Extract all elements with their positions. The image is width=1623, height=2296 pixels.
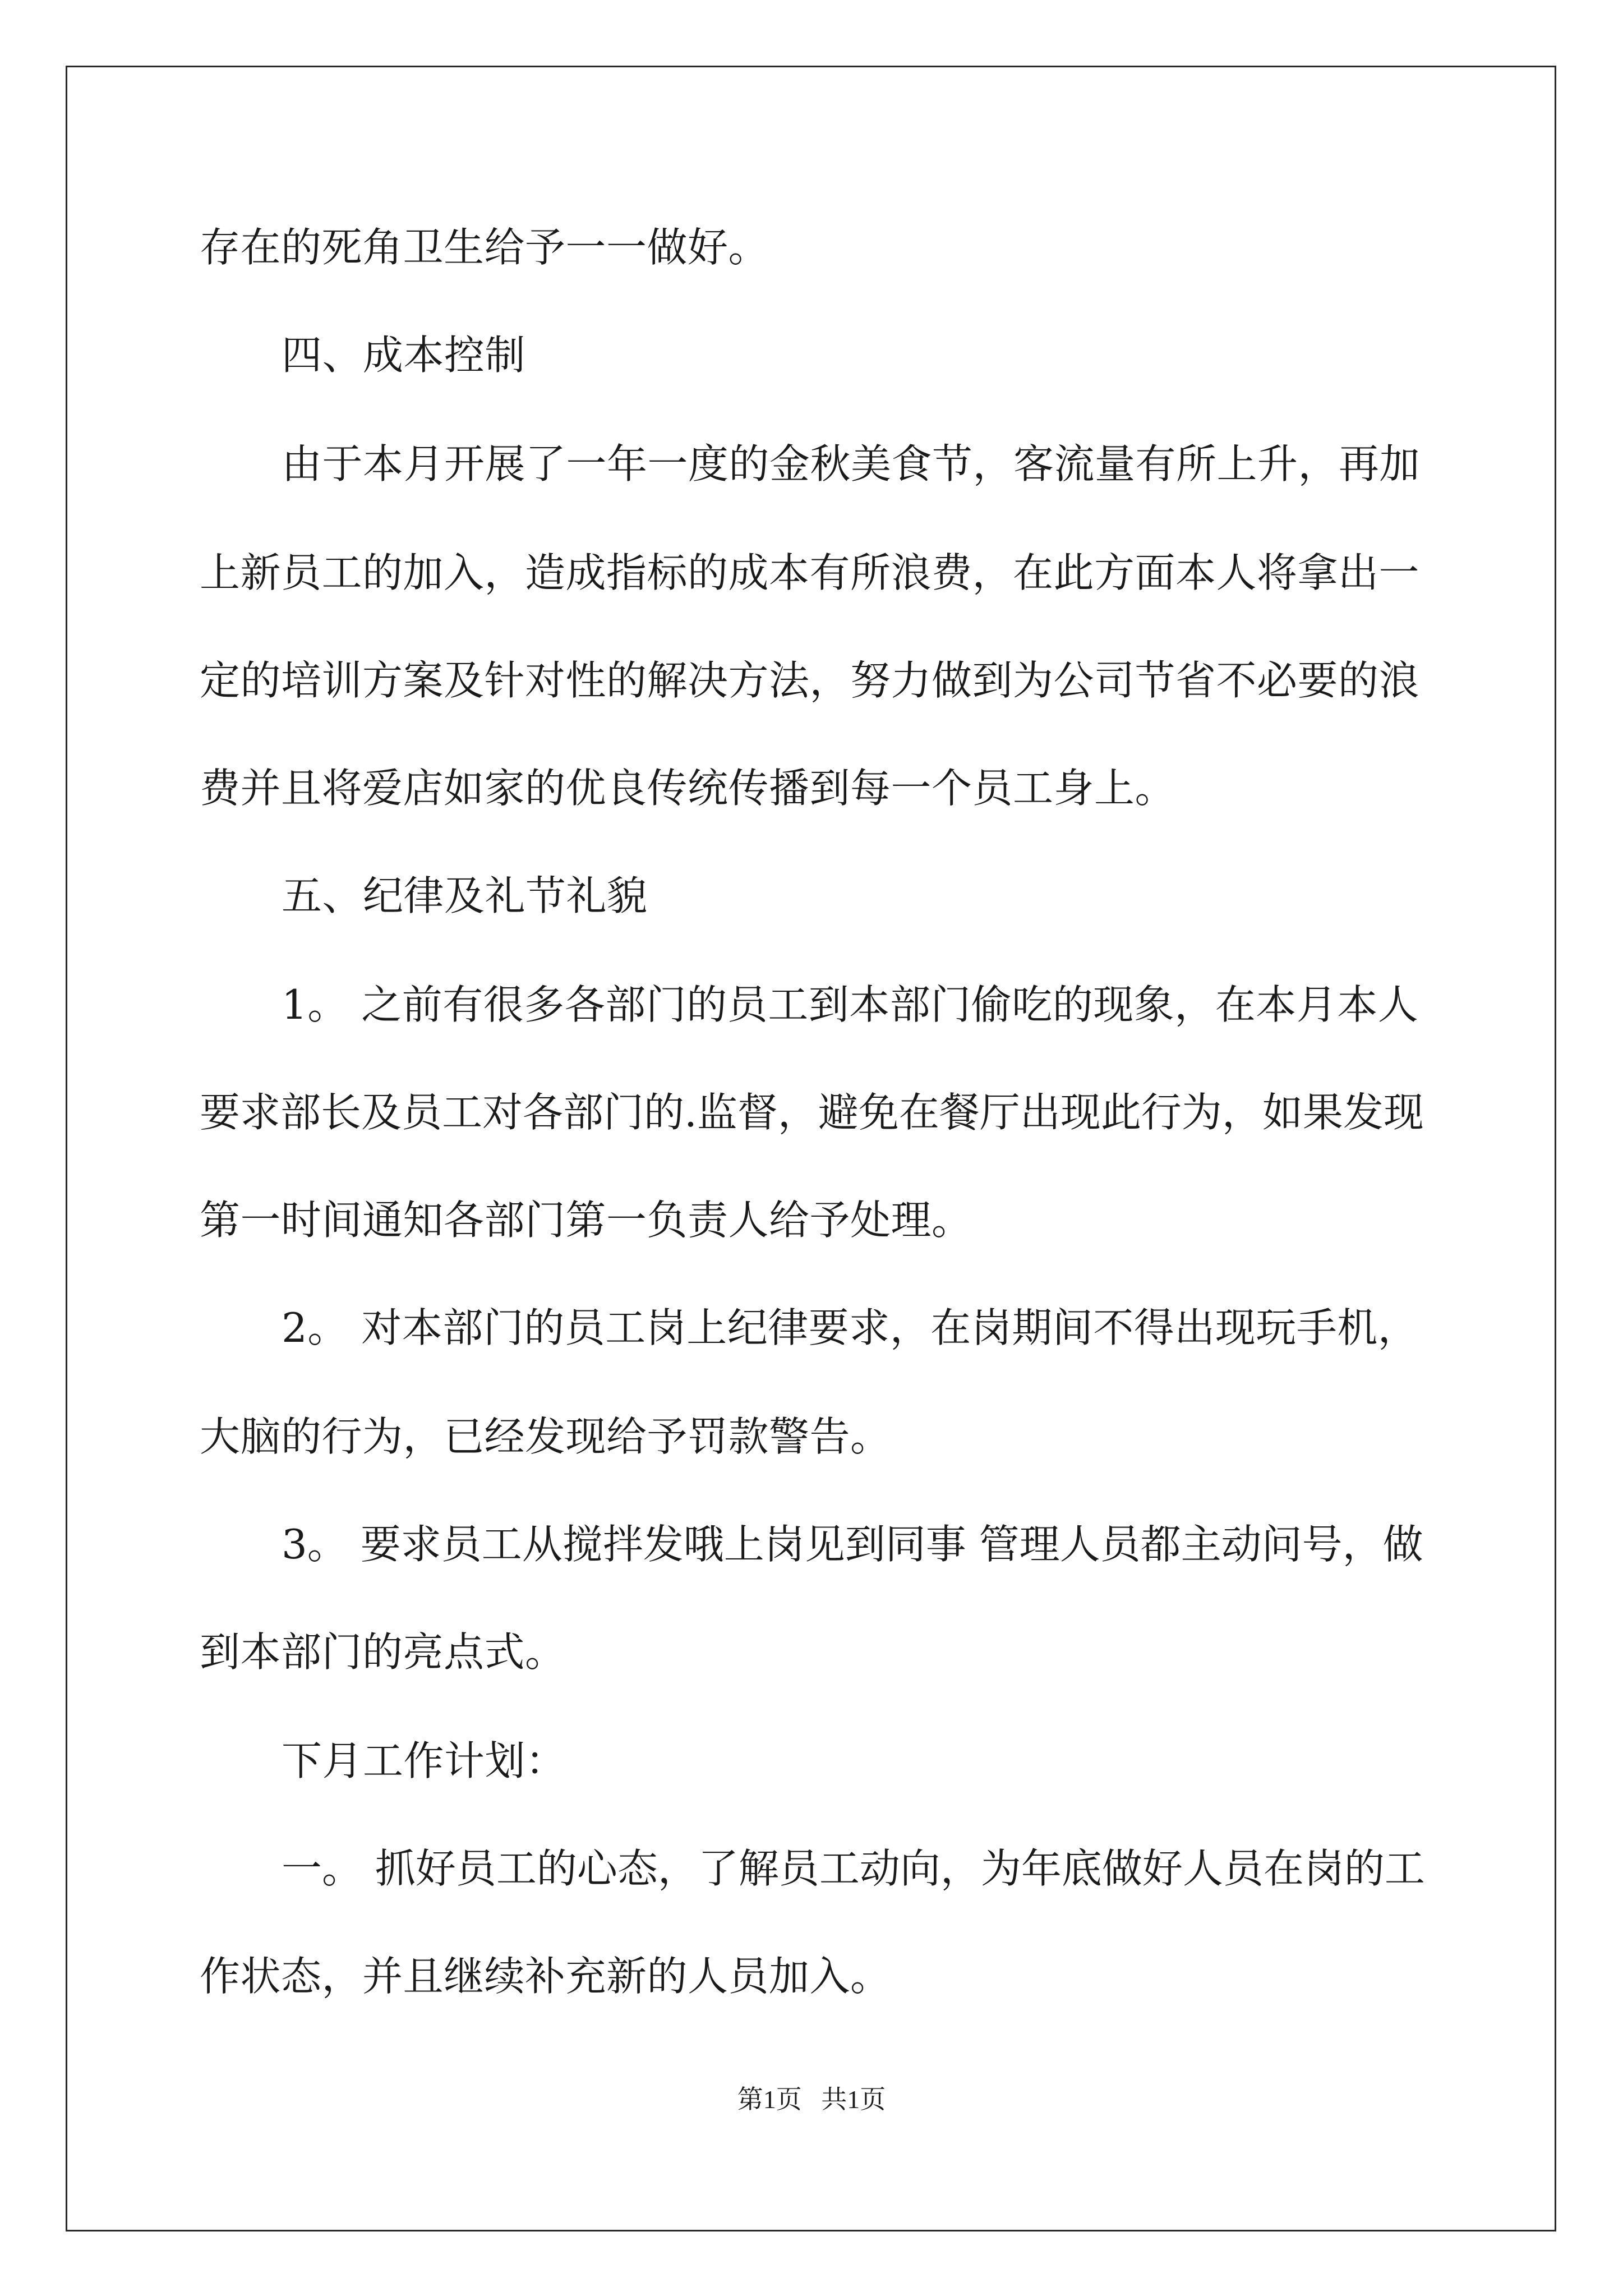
section-heading: 五、纪律及礼节礼貌 <box>282 872 648 919</box>
paragraph-line: 一。 抓好员工的心态，了解员工动向，为年底做好人员在岗的工 <box>282 1845 1425 1892</box>
section-heading: 四、成本控制 <box>282 332 526 379</box>
paragraph-line: 2。 对本部门的员工岗上纪律要求，在岗期间不得出现玩手机， <box>282 1304 1419 1351</box>
section-heading: 下月工作计划： <box>282 1737 566 1784</box>
paragraph-line: 大脑的行为，已经发现给予罚款警告。 <box>200 1413 891 1460</box>
paragraph-line: 上新员工的加入，造成指标的成本有所浪费，在此方面本人将拿出一 <box>200 549 1420 596</box>
paragraph-line: 第一时间通知各部门第一负责人给予处理。 <box>200 1197 972 1244</box>
paragraph-line: 作状态，并且继续补充新的人员加入。 <box>200 1953 891 2000</box>
paragraph-line: 要求部长及员工对各部门的.监督，避免在餐厅出现此行为，如果发现 <box>200 1089 1424 1136</box>
paragraph-line: 存在的死角卫生给予一一做好。 <box>200 224 769 271</box>
page-border <box>66 66 1556 2231</box>
paragraph-line: 由于本月开展了一年一度的金秋美食节，客流量有所上升，再加 <box>282 440 1421 487</box>
paragraph-line: 到本部门的亮点式。 <box>200 1628 566 1676</box>
paragraph-line: 定的培训方案及针对性的解决方法，努力做到为公司节省不必要的浪 <box>200 657 1420 704</box>
paragraph-line: 3。 要求员工从搅拌发哦上岗见到同事 管理人员都主动问号，做 <box>282 1521 1423 1568</box>
page-number-footer: 第1页 共1页 <box>737 2085 886 2114</box>
paragraph-line: 费并且将爱店如家的优良传统传播到每一个员工身上。 <box>200 765 1176 812</box>
paragraph-line: 1。 之前有很多各部门的员工到本部门偷吃的现象，在本月本人 <box>282 981 1419 1028</box>
